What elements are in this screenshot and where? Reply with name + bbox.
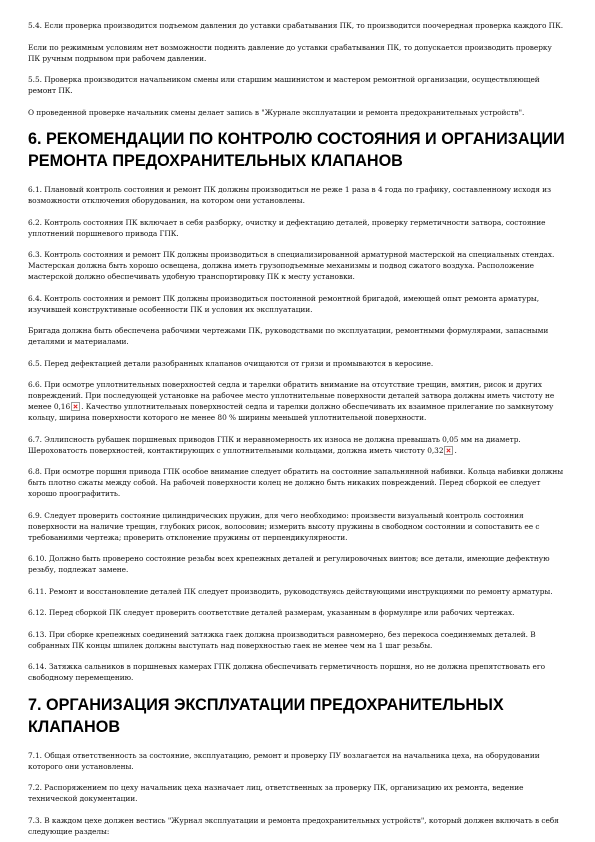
paragraph-5-4-manual: Если по режимным условиям нет возможности поднять давление до уставки срабатывания ПК, то допускается производить проверку ПК ручным подрывом при рабочем давлении. xyxy=(28,42,552,63)
paragraph-7-2: 7.2. Распоряжением по цеху начальник цеха назначает лиц, ответственных за проверку ПК, организацию их ремонта, ведение технической документации. xyxy=(28,783,524,803)
paragraph-5-note: О проведенной проверке начальник смены делает запись в "Журнале эксплуатации и ремонта предохранительных устройств". xyxy=(28,107,525,117)
paragraph-5-5: 5.5. Проверка производится начальником смены или старшим машинистом и мастером ремонтной организации, осуществляющей ремонт ПК. xyxy=(28,75,540,95)
section-6-heading: 6. РЕКОМЕНДАЦИИ ПО КОНТРОЛЮ СОСТОЯНИЯ И ОРГАНИЗАЦИИ РЕМОНТА ПРЕДОХРАНИТЕЛЬНЫХ КЛАПАНОВ xyxy=(28,130,565,170)
paragraph-6-4: 6.4. Контроль состояния и ремонт ПК должны производиться постоянной ремонтной бригадой, имеющей опыт ремонта арматуры, изучившей конструктивные особенности ПК и условия их эксплуатации. xyxy=(28,293,540,314)
broken-image-icon xyxy=(444,446,453,455)
paragraph-6-10: 6.10. Должно быть проверено состояние резьбы всех крепежных деталей и регулировочных винтов; все детали, имеющие дефектную резьбу, подлежат замене. xyxy=(28,554,550,574)
section-7-heading: 7. ОРГАНИЗАЦИЯ ЭКСПЛУАТАЦИИ ПРЕДОХРАНИТЕЛЬНЫХ КЛАПАНОВ xyxy=(28,695,504,736)
paragraph-6-4-brigade: Бригада должна быть обеспечена рабочими чертежами ПК, руководствами по эксплуатации, ремонтными формулярами, запасными деталями и материалами. xyxy=(28,326,549,346)
paragraph-6-2: 6.2. Контроль состояния ПК включает в себя разборку, очистку и дефектацию деталей, проверку герметичности затвора, состояние уплотнений поршневого привода ГПК. xyxy=(28,217,546,238)
paragraph-6-6-part1: 6.6. При осмотре уплотнительных поверхностей седла и тарелки обратить внимание на отсутствие трещин, вмятин, рисок и других повреждений. При последующей установке на рабочее место уплотнительные поверхности деталей затвора должны иметь чистоту не менее 0,16 xyxy=(28,380,555,411)
paragraph-6-14: 6.14. Затяжка сальников в поршневых камерах ГПК должна обеспечивать герметичность поршня, но не должна препятствовать его свободному перемещению. xyxy=(28,662,546,682)
paragraph-6-3: 6.3. Контроль состояния и ремонт ПК должны производиться в специализированной арматурной мастерской на специальных стендах. Мастерская должна быть хорошо освещена, должна иметь грузоподъемные механизмы и подвод сжатого воздуха. Расположение мастерской должно обеспечивать удобную транспортировку ПК к месту установки. xyxy=(28,250,555,281)
paragraph-6-8: 6.8. При осмотре поршня привода ГПК особое внимание следует обратить на состояние запальнянной набивки. Кольца набивки должны быть плотно сжаты между собой. На рабочей поверхности колец не должно быть никаких повреждений. Перед сборкой ее следует хорошо проографитить. xyxy=(28,467,564,498)
paragraph-6-12: 6.12. Перед сборкой ПК следует проверить соответствие деталей размерам, указанным в формуляре или рабочих чертежах. xyxy=(28,608,515,617)
paragraph-6-7-part1: 6.7. Эллипсность рубашек поршневых приводов ГПК и неравномерность их износа не должна превышать 0,05 мм на диаметр. Шероховатость поверхностей, контактирующих с уплотнительными кольцами, должна иметь чистоту 0,32 xyxy=(28,434,521,455)
paragraph-6-5: 6.5. Перед дефектацией детали разобранных клапанов очищаются от грязи и промываются в керосине. xyxy=(28,358,434,368)
paragraph-6-13: 6.13. При сборке крепежных соединений затяжка гаек должна производиться равномерно, без перекоса соединяемых деталей. В собранных ПК концы шпилек должны выступать над поверхностью гаек не менее чем на 1 шаг резьбы. xyxy=(28,629,536,650)
paragraph-6-7-part2: . xyxy=(454,445,457,455)
broken-image-icon xyxy=(71,402,80,411)
paragraph-6-11: 6.11. Ремонт и восстановление деталей ПК следует производить, руководствуясь действующими инструкциями по ремонту арматуры. xyxy=(28,586,553,596)
paragraph-7-3: 7.3. В каждом цехе должен вестись "Журнал эксплуатации и ремонта предохранительных устройств", который должен включать в себя следующие разделы: xyxy=(28,815,559,836)
paragraph-7-1: 7.1. Общая ответственность за состояние, эксплуатацию, ремонт и проверку ПУ возлагается на начальника цеха, на оборудовании которого они установлены. xyxy=(28,750,540,771)
paragraph-6-6 xyxy=(28,379,565,423)
paragraph-6-1: 6.1. Плановый контроль состояния и ремонт ПК должны производиться не реже 1 раза в 4 года по графику, составленному исходя из возможности отключения оборудования, на котором они установлены. xyxy=(28,185,552,205)
paragraph-6-9: 6.9. Следует проверить состояние цилиндрических пружин, для чего необходимо: произвести визуальный контроль состояния поверхности на наличие трещин, глубоких рисок, волосовин; измерить высоту пружины в свободном состоянии и сопоставить ее с требованиями чертежа; проверить отклонение пружины от перпендикулярности. xyxy=(28,510,540,542)
paragraph-6-7 xyxy=(28,434,565,456)
paragraph-5-4: 5.4. Если проверка производится подъемом давления до уставки срабатывания ПК, то производится поочередная проверка каждого ПК. xyxy=(28,21,564,30)
paragraph-6-6-part2: . Качество уплотнительных поверхностей седла и тарелки должно обеспечивать их взаимное прилегание по замкнутому кольцу, ширина поверхности которого не менее 80 % ширины меньшей уплотнительной поверхности. xyxy=(28,402,554,422)
